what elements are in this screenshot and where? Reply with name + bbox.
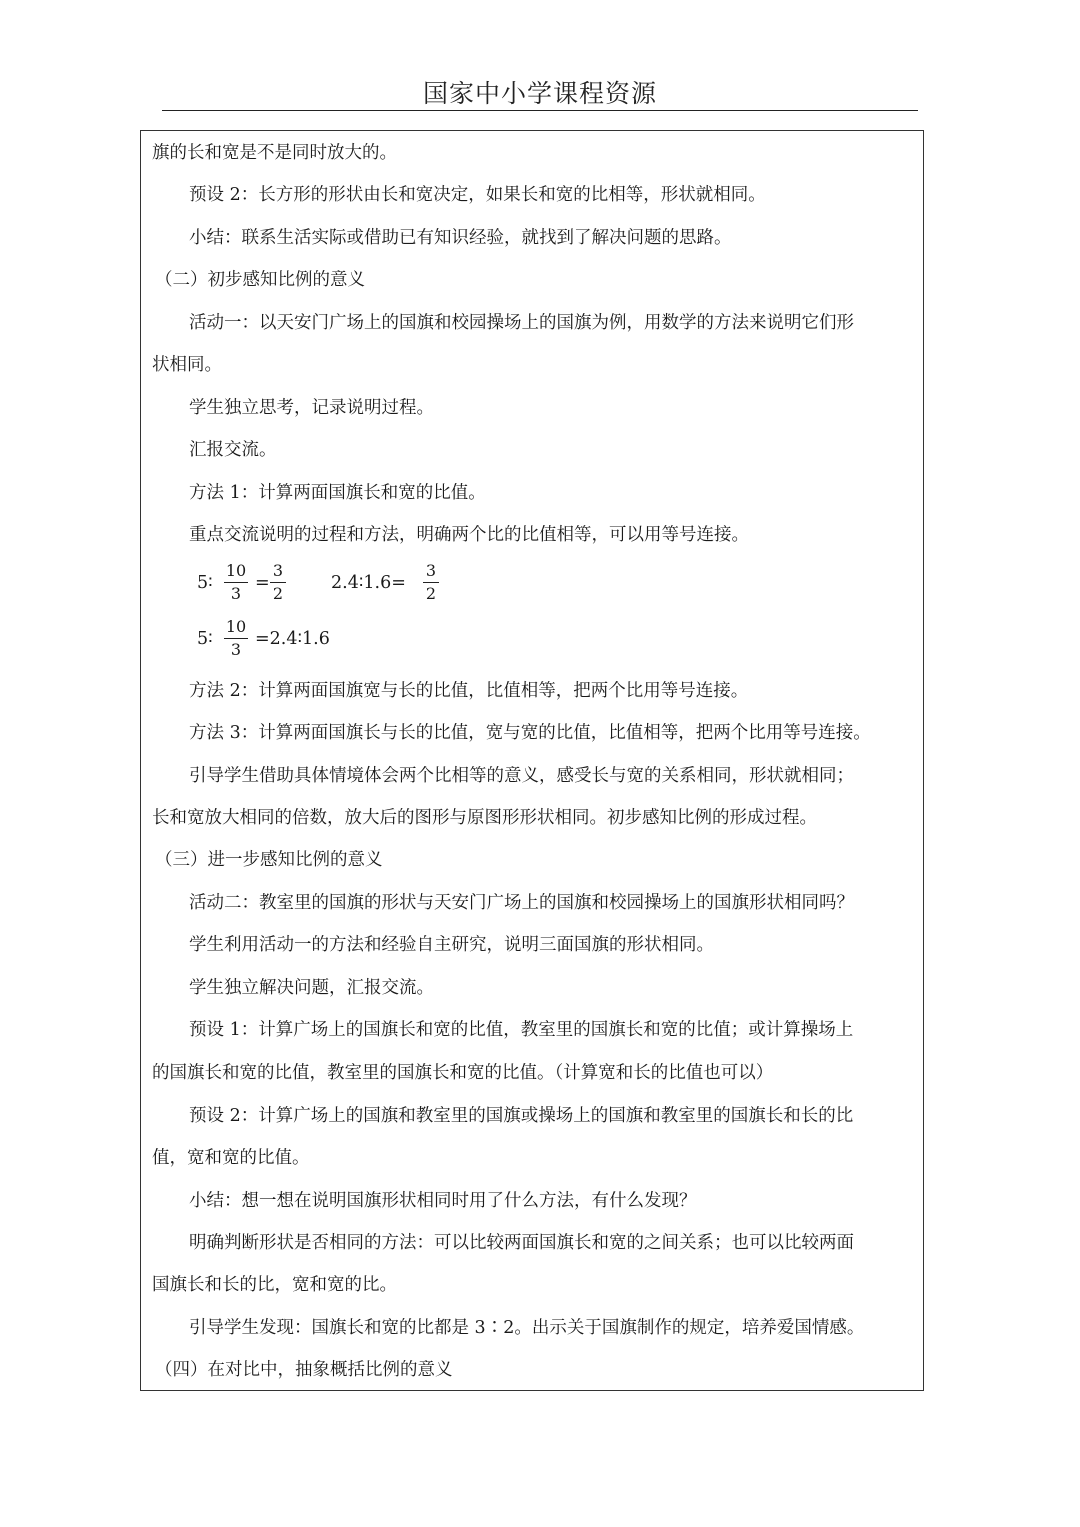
page-header-title: 国家中小学课程资源 [422,79,657,108]
text-line: 状相同。 [152,355,222,375]
fraction-bar [423,582,439,583]
text-line: 活动一：以天安门广场上的国旗和校园操场上的国旗为例，用数学的方法来说明它们形 [189,313,854,333]
fraction-bar [224,582,248,583]
text-line: 方法 2：计算两面国旗宽与长的比值，比值相等，把两个比用等号连接。 [189,681,749,701]
fraction-10-3 [224,617,248,660]
fraction-10-3 [224,561,248,604]
header-rule [162,110,918,111]
equation-2-left: 2.4∶1.6= [331,573,406,593]
fraction-denominator: 3 [230,584,242,603]
equation-1-equals: = [255,573,270,593]
fraction-numerator: 3 [272,561,284,580]
fraction-denominator: 2 [425,584,437,603]
fraction-bar [270,582,286,583]
fraction-3-2 [270,561,286,604]
text-line: 值，宽和宽的比值。 [152,1148,310,1168]
text-line: 的国旗长和宽的比值，教室里的国旗长和宽的比值。（计算宽和长的比值也可以） [152,1063,774,1083]
fraction-bar [224,638,248,639]
text-line: 重点交流说明的过程和方法，明确两个比的比值相等，可以用等号连接。 [189,525,749,545]
text-line: 预设 2：计算广场上的国旗和教室里的国旗或操场上的国旗和教室里的国旗长和长的比 [189,1106,854,1126]
text-line: 活动二：教室里的国旗的形状与天安门广场上的国旗和校园操场上的国旗形状相同吗？ [189,893,854,913]
text-line: 学生独立思考，记录说明过程。 [189,398,434,418]
text-line: 小结：想一想在说明国旗形状相同时用了什么方法，有什么发现？ [189,1191,697,1211]
text-line: 学生独立解决问题，汇报交流。 [189,978,434,998]
text-line: 引导学生发现：国旗长和宽的比都是 3∶2。出示关于国旗制作的规定，培养爱国情感。 [189,1318,865,1338]
fraction-denominator: 3 [230,640,242,659]
equation-3-right: =2.4∶1.6 [255,629,330,649]
fraction-denominator: 2 [272,584,284,603]
text-line: 方法 3：计算两面国旗长与长的比值，宽与宽的比值，比值相等，把两个比用等号连接。 [189,723,871,743]
text-line: 明确判断形状是否相同的方法：可以比较两面国旗长和宽的之间关系；也可以比较两面 [189,1233,854,1253]
text-line: 汇报交流。 [189,440,277,460]
text-line: 长和宽放大相同的倍数，放大后的图形与原图形形状相同。初步感知比例的形成过程。 [152,808,817,828]
text-line: 学生利用活动一的方法和经验自主研究，说明三面国旗的形状相同。 [189,935,714,955]
fraction-3-2 [423,561,439,604]
equation-3-left: 5∶ [197,629,213,649]
text-line: 方法 1：计算两面国旗长和宽的比值。 [189,483,486,503]
equation-1-left: 5∶ [197,573,213,593]
fraction-numerator: 10 [225,617,247,636]
text-line: 引导学生借助具体情境体会两个比相等的意义，感受长与宽的关系相同，形状就相同； [189,766,854,786]
section-heading: （三）进一步感知比例的意义 [155,850,383,870]
section-heading: （二）初步感知比例的意义 [155,270,365,290]
text-line: 小结：联系生活实际或借助已有知识经验，就找到了解决问题的思路。 [189,228,732,248]
text-line: 国旗长和长的比，宽和宽的比。 [152,1275,397,1295]
text-line: 预设 2：长方形的形状由长和宽决定，如果长和宽的比相等，形状就相同。 [189,185,766,205]
fraction-numerator: 10 [225,561,247,580]
fraction-numerator: 3 [425,561,437,580]
section-heading: （四）在对比中，抽象概括比例的意义 [155,1360,453,1380]
text-line: 预设 1：计算广场上的国旗长和宽的比值，教室里的国旗长和宽的比值；或计算操场上 [189,1020,854,1040]
text-line: 旗的长和宽是不是同时放大的。 [152,143,397,163]
